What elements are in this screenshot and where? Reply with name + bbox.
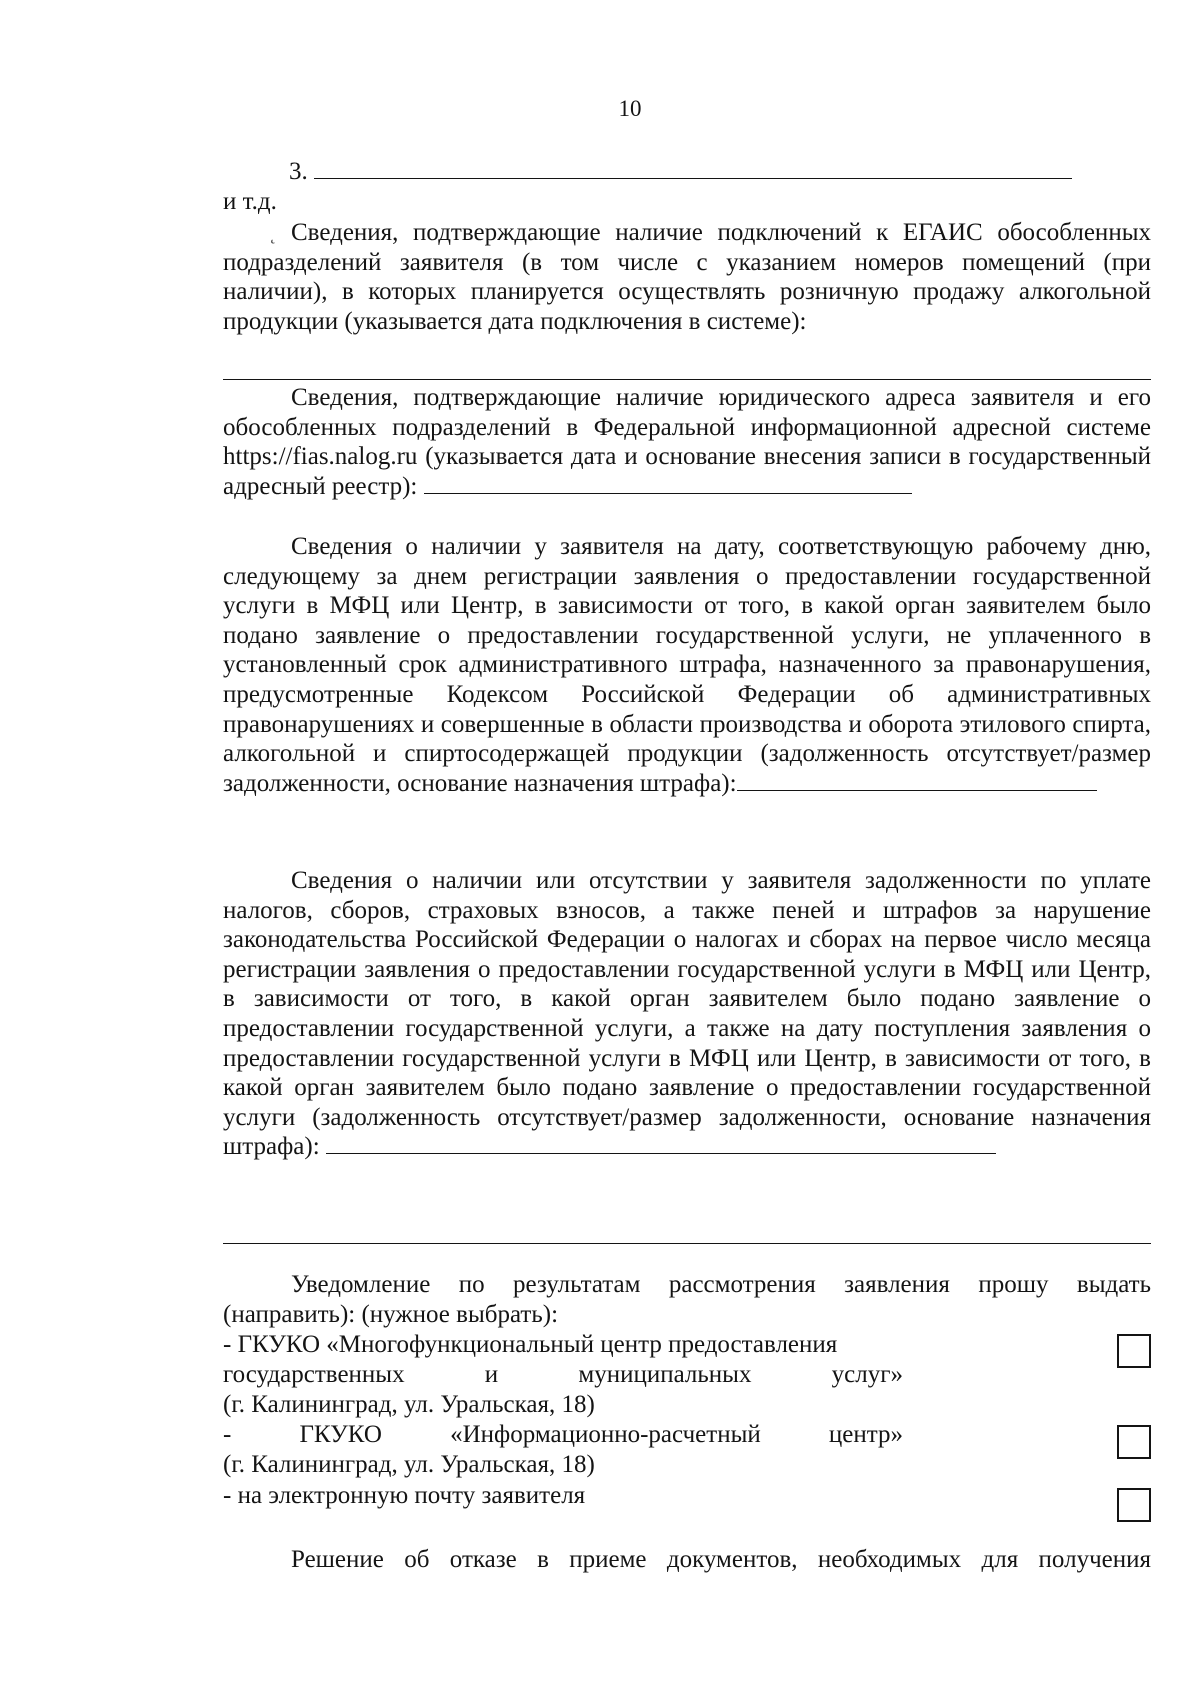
taxes-section [223, 866, 1151, 1162]
list-item-number [289, 158, 1072, 186]
refusal-section [223, 1545, 1151, 1575]
scan-mark: ˛ [270, 224, 276, 244]
option-mfc-line3: (г. Калининград, ул. Уральская, 18) [223, 1391, 595, 1418]
option-mfc-line1: - ГКУКО «Многофункциональный центр предоставления [223, 1331, 838, 1358]
notification-paragraph: Уведомление по результатам рассмотрения заявления прошу выдать (направить): (нужное выбрать): [223, 1271, 1151, 1328]
fias-paragraph [223, 383, 1151, 501]
fine-section [223, 532, 1151, 798]
list-item-number-label: 3. [289, 158, 308, 185]
page-number: 10 [618, 96, 642, 121]
etc-text: и т.д. [223, 188, 277, 215]
notification-section [223, 1270, 1151, 1329]
egais-section [223, 218, 1151, 336]
egais-paragraph: Сведения, подтверждающие наличие подключений к ЕГАИС обособленных подразделений заявителя (в том числе с указанием номеров помещений (при наличии), в которых планируется осуществлять розничную продажу алкогольной продукции (указывается дата подключения в системе): [223, 219, 1151, 335]
taxes-paragraph [223, 866, 1151, 1162]
checkbox-mfc[interactable] [1117, 1334, 1151, 1368]
refusal-paragraph: Решение об отказе в приеме документов, необходимых для получения [291, 1546, 1151, 1573]
option-mfc-line2: государственных и муниципальных услуг» [223, 1361, 903, 1388]
egais-answer-line[interactable] [223, 379, 1151, 380]
checkbox-irc[interactable] [1117, 1425, 1151, 1459]
option-irc-line1: - ГКУКО «Информационно-расчетный центр» [223, 1421, 903, 1448]
taxes-answer-line[interactable] [326, 1133, 996, 1154]
fias-answer-line[interactable] [424, 473, 912, 494]
fias-section [223, 383, 1151, 501]
option-email-line: - на электронную почту заявителя [223, 1482, 586, 1509]
fias-text: Сведения, подтверждающие наличие юридического адреса заявителя и его обособленных подразделений в Федеральной информационной адресной системе https://fias.nalog.ru (указывается дата и основание внесения записи в государственный адресный реестр): [223, 384, 1151, 500]
fine-text: Сведения о наличии у заявителя на дату, соответствующую рабочему дню, следующему за днем регистрации заявления о предоставлении государственной услуги в МФЦ или Центр, в зависимости от того, в какой орган заявителем было подано заявление о предоставлении государственной услуги, не уплаченного в установленный срок административного штрафа, назначенного за правонарушения, предусмотренные Кодексом Российской Федерации об административных правонарушениях и совершенные в области производства и оборота этилового спирта, алкогольной и спиртосодержащей продукции (задолженность отсутствует/размер задолженности, основание назначения штрафа): [223, 533, 1151, 797]
taxes-text: Сведения о наличии или отсутствии у заявителя задолженности по уплате налогов, сборов, страховых взносов, а также пеней и штрафов за нарушение законодательства Российской Федерации о налогах и сборах на первое число месяца регистрации заявления о предоставлении государственной услуги в МФЦ или Центр, в зависимости от того, в какой орган заявителем было подано заявление о предоставлении государственной услуги, а также на дату поступления заявления о предоставлении государственной услуги в МФЦ или Центр, в зависимости от того, в какой орган заявителем было подано заявление о предоставлении государственной услуги (задолженность отсутствует/размер задолженности, основание назначения штрафа): [223, 867, 1151, 1161]
fine-paragraph [223, 532, 1151, 798]
taxes-answer-line-2[interactable] [223, 1243, 1151, 1244]
checkbox-email[interactable] [1117, 1488, 1151, 1522]
option-irc-line2: (г. Калининград, ул. Уральская, 18) [223, 1451, 595, 1478]
fine-answer-line[interactable] [737, 770, 1097, 791]
list-item-3-blank[interactable] [314, 160, 1072, 179]
